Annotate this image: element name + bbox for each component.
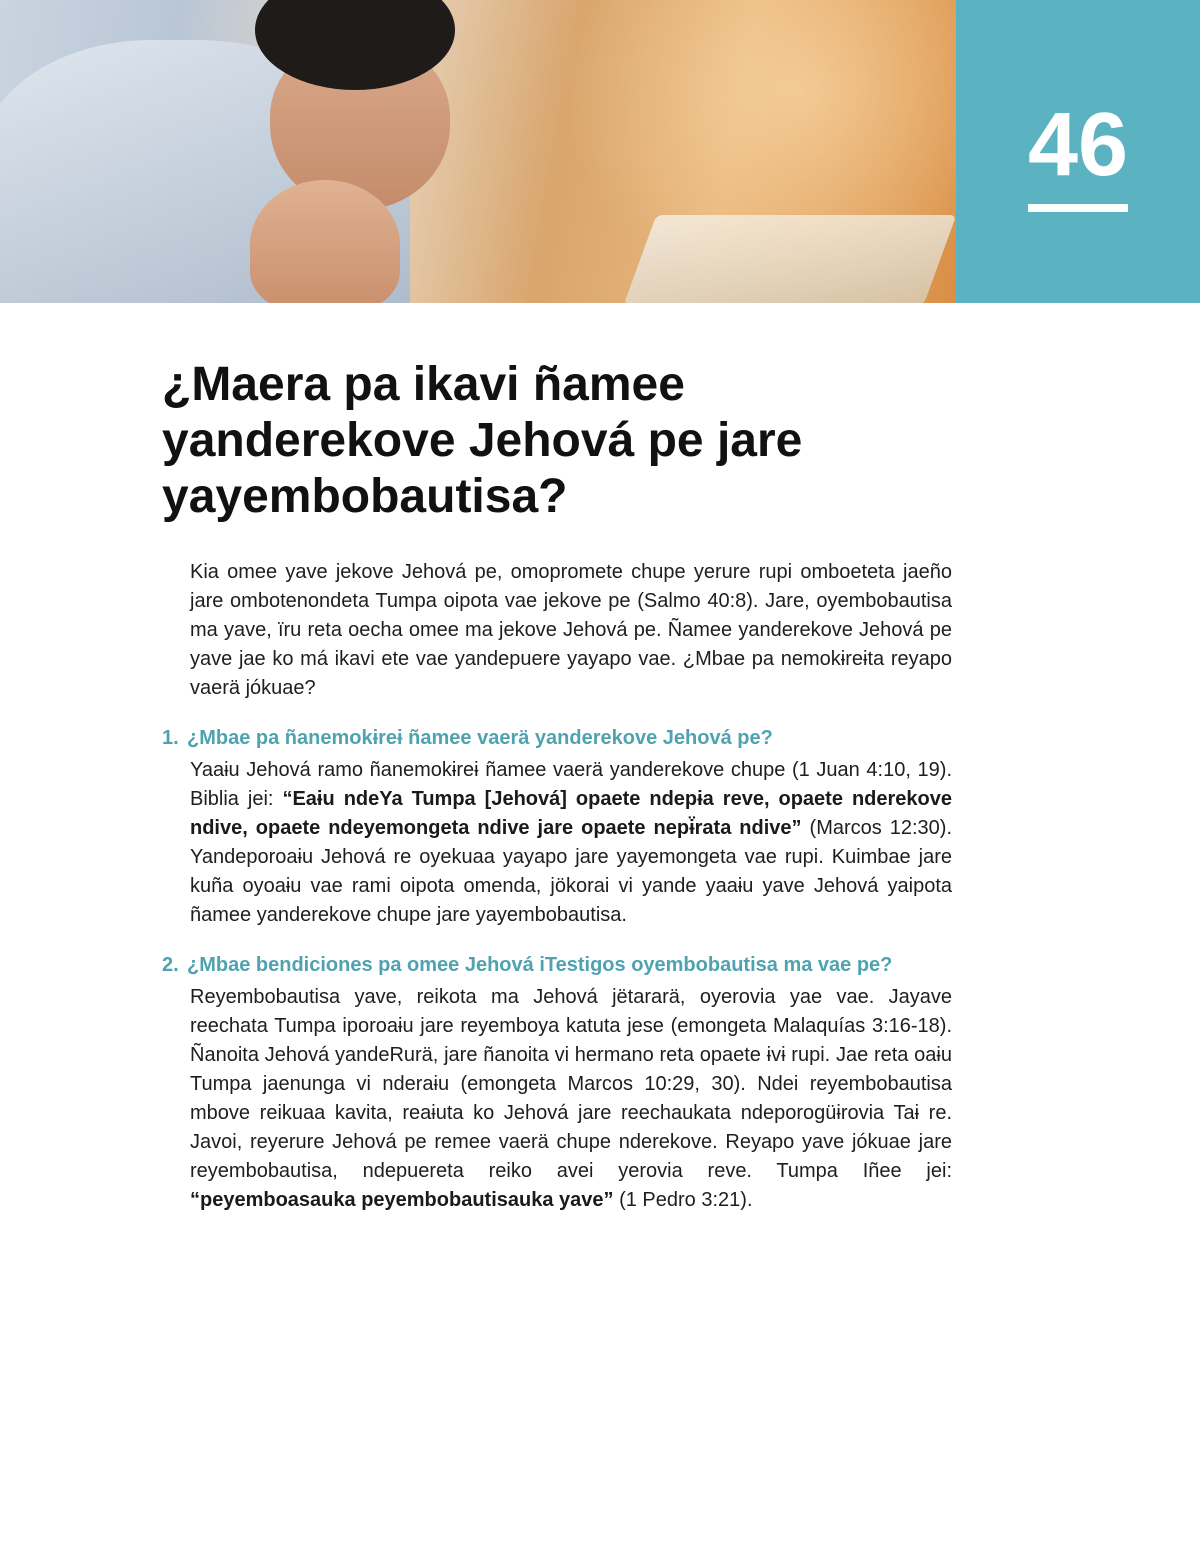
lesson-number: 46 <box>1027 95 1129 195</box>
answer-text: (1 Pedro 3:21). <box>613 1189 753 1211</box>
page-title: ¿Maera pa ikavi ñamee yanderekove Jehová pe jare yayembobautisa? <box>162 358 803 523</box>
lesson-number-badge <box>956 0 1200 303</box>
question-number: 2. <box>162 954 179 976</box>
question-text: ¿Mbae pa ñanemokɨreɨ ñamee vaerä yanderekove Jehová pe? <box>187 727 773 749</box>
question-text: ¿Mbae bendiciones pa omee Jehová iTestigos oyembobautisa ma vae pe? <box>187 954 893 976</box>
question-number: 1. <box>162 727 179 749</box>
photo-background-light <box>560 0 956 303</box>
photo-praying-hands <box>250 180 400 303</box>
hero-photo <box>0 0 956 303</box>
answer-paragraph-2 <box>190 983 952 1215</box>
answer-text: Reyembobautisa yave, reikota ma Jehová jëtararä, oyerovia yae vae. Jayave reechata Tumpa iporoaɨu jare reyemboya katuta jese (emongeta Malaquías 3:16-18). Ñanoita Jehová yandeRurä, jare ñanoita vi hermano reta opaete ɨvɨ rupi. Jae reta oaɨu Tumpa jaenunga vi nderaɨu (emongeta Marcos 10:29, 30). Ndei reyembobautisa mbove reikuaa kavita, reaɨuta ko Jehová jare reechaukata ndeporogüɨrovia Taɨ re. Javoi, reyerure Jehová pe remee vaerä chupe nderekove. Reyapo yave jókuae jare reyembobautisa, ndepuereta reiko avei yerovia reve. Tumpa Iñee jei: <box>190 986 952 1182</box>
question-2 <box>162 951 962 979</box>
answer-text: (Marcos 12:30). Yandeporoaɨu Jehová re oyekuaa yayapo jare yayemongeta vae rupi. Kuimbae jare kuña oyoaɨu vae rami oipota omenda, jökorai vi yande yaaɨu yave Jehová yaipota ñamee yanderekove chupe jare yayembobautisa. <box>190 817 953 926</box>
intro-paragraph: Kia omee yave jekove Jehová pe, omopromete chupe yerure rupi omboeteta jaeño jare ombotenondeta Tumpa oipota vae jekove pe (Salmo 40:8). Jare, oyembobautisa ma yave, ïru reta oecha omee ma jekove Jehová pe. Ñamee yanderekove Jehová pe yave jae ko má ikavi ete vae yandepuere yayapo vae. ¿Mbae pa nemokɨreɨta reyapo vaerä jókuae? <box>190 561 952 699</box>
scripture-quote: “Eaɨu ndeYa Tumpa [Jehová] opaete ndepɨa reve, opaete nderekove ndive, opaete ndeyemongeta ndive jare opaete nepɨ̈rata ndive” <box>190 788 952 839</box>
answer-text: Yaaɨu Jehová ramo ñanemokɨreɨ ñamee vaerä yanderekove chupe (1 Juan 4:10, 19). Biblia jei: <box>190 759 952 810</box>
lesson-body <box>162 558 962 1215</box>
scripture-quote: “peyemboasauka peyembobautisauka yave” <box>190 1189 614 1211</box>
question-1 <box>162 724 962 752</box>
answer-paragraph-1 <box>190 756 952 930</box>
lesson-number-underline <box>1028 204 1128 212</box>
